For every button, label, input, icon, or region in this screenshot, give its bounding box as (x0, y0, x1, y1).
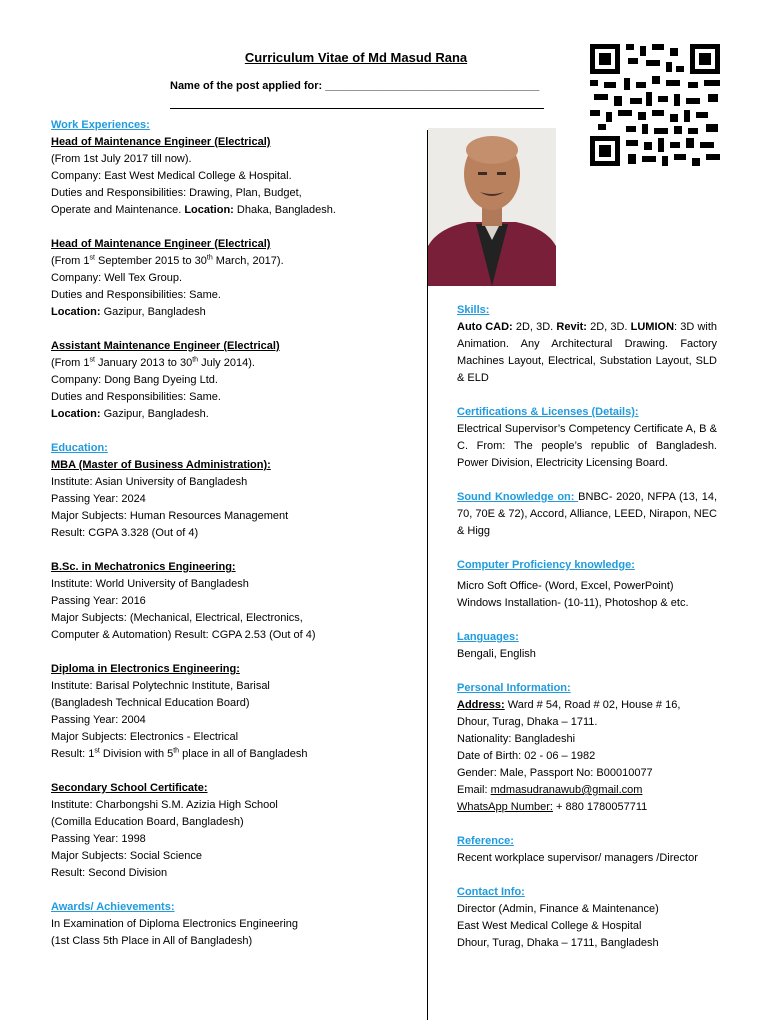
degree-institute: Institute: Charbongshi S.M. Azizia High School (51, 799, 278, 811)
nationality: Nationality: Bangladeshi (457, 733, 576, 745)
degree-subjects-result: Computer & Automation) Result: CGPA 2.53 (Out of 4) (51, 629, 316, 641)
job-title: Head of Maintenance Engineer (Electrical) (51, 238, 271, 250)
education-entry (51, 780, 421, 882)
degree-subjects: Major Subjects: (Mechanical, Electrical, Electronics, (51, 612, 303, 624)
degree-title: MBA (Master of Business Administration): (51, 459, 271, 471)
degree-board: (Comilla Education Board, Bangladesh) (51, 816, 244, 828)
job-duties: Duties and Responsibilities: Same. (51, 391, 221, 403)
job-title: Head of Maintenance Engineer (Electrical) (51, 136, 271, 148)
job-duties: Duties and Responsibilities: Same. (51, 289, 221, 301)
job-location: Location: Gazipur, Bangladesh. (51, 408, 209, 420)
degree-year: Passing Year: 2016 (51, 595, 146, 607)
column-divider (427, 130, 428, 1020)
job-location: Location: Gazipur, Bangladesh (51, 306, 206, 318)
contact-line: Dhour, Turag, Dhaka – 1711, Bangladesh (457, 937, 659, 949)
degree-institute: Institute: Barisal Polytechnic Institute, Barisal (51, 680, 270, 692)
address-line: Address: Ward # 54, Road # 02, House # 16, (457, 699, 681, 711)
personal-info (457, 680, 717, 816)
degree-subjects: Major Subjects: Electronics - Electrical (51, 731, 239, 743)
degree-board: (Bangladesh Technical Education Board) (51, 697, 250, 709)
degree-institute: Institute: World University of Bangladesh (51, 578, 249, 590)
degree-subjects: Major Subjects: Social Science (51, 850, 203, 862)
degree-year: Passing Year: 1998 (51, 833, 146, 845)
job-duties: Duties and Responsibilities: Drawing, Plan, Budget, (51, 187, 302, 199)
degree-result: Result: Second Division (51, 867, 168, 879)
contact-line: East West Medical College & Hospital (457, 920, 642, 932)
award-line: (1st Class 5th Place in All of Bangladesh) (51, 935, 253, 947)
skills-heading: Skills: (457, 304, 490, 316)
date-of-birth: Date of Birth: 02 - 06 – 1982 (457, 750, 596, 762)
portrait-icon (428, 128, 556, 286)
job-title: Assistant Maintenance Engineer (Electrical) (51, 340, 280, 352)
job-period: (From 1st July 2017 till now). (51, 153, 192, 165)
qr-code-icon (588, 42, 722, 168)
job-period: (From 1st January 2013 to 30th July 2014). (51, 356, 255, 369)
education-entry (51, 559, 421, 644)
job-entry (51, 338, 421, 423)
degree-year: Passing Year: 2004 (51, 714, 146, 726)
degree-institute: Institute: Asian University of Bangladesh (51, 476, 248, 488)
job-company: Company: East West Medical College & Hospital. (51, 170, 292, 182)
job-entry (51, 134, 421, 219)
computer-heading: Computer Proficiency knowledge: (457, 559, 635, 571)
computer-line: Micro Soft Office- (Word, Excel, PowerPoint) (457, 580, 674, 592)
contact-heading: Contact Info: (457, 886, 525, 898)
right-column (457, 302, 717, 952)
contact-line: Director (Admin, Finance & Maintenance) (457, 903, 659, 915)
left-column (51, 117, 421, 950)
awards-heading: Awards/ Achievements: (51, 901, 175, 913)
degree-result: Result: CGPA 3.328 (Out of 4) (51, 527, 199, 539)
gender-passport: Gender: Male, Passport No: B00010077 (457, 767, 653, 779)
degree-title: B.Sc. in Mechatronics Engineering: (51, 561, 236, 573)
award-line: In Examination of Diploma Electronics Engineering (51, 918, 299, 930)
sound-heading: Sound Knowledge on: (457, 491, 579, 503)
job-company: Company: Dong Bang Dyeing Ltd. (51, 374, 218, 386)
degree-subjects: Major Subjects: Human Resources Management (51, 510, 289, 522)
portrait-photo (428, 128, 556, 286)
education-heading: Education: (51, 442, 108, 454)
education-entry (51, 661, 421, 763)
page-title: Curriculum Vitae of Md Masud Rana (244, 50, 468, 65)
languages-text: Bengali, English (457, 648, 536, 660)
degree-title: Secondary School Certificate: (51, 782, 208, 794)
computer-line: Windows Installation- (10-11), Photoshop & etc. (457, 597, 689, 609)
post-blank-line (170, 100, 544, 109)
languages-heading: Languages: (457, 631, 519, 643)
email-row: Email: mdmasudranawub@gmail.com (457, 784, 643, 796)
address-line: Dhour, Turag, Dhaka – 1711. (457, 716, 598, 728)
sound-knowledge: Sound Knowledge on: BNBC- 2020, NFPA (13, 14, 70, 70E & 72), Accord, Alliance, LEED, Nirapon, NEC & Higg (457, 491, 717, 537)
reference-text: Recent workplace supervisor/ managers /Director (457, 852, 698, 864)
job-duties-location: Operate and Maintenance. Location: Dhaka, Bangladesh. (51, 204, 336, 216)
degree-title: Diploma in Electronics Engineering: (51, 663, 240, 675)
certs-heading: Certifications & Licenses (Details): (457, 406, 639, 418)
education-entry (51, 457, 421, 542)
degree-result: Result: 1st Division with 5th place in all of Bangladesh (51, 747, 308, 760)
reference-heading: Reference: (457, 835, 514, 847)
certs-text: Electrical Supervisor’s Competency Certificate A, B & C. From: The people’s republic of Bangladesh. Power Division, Electricity Licensing Board. (457, 423, 717, 469)
post-applied-label: Name of the post applied for: ___________________________________ (170, 80, 540, 92)
skills-text: Auto CAD: 2D, 3D. Revit: 2D, 3D. LUMION: 3D with Animation. Any Architectural Drawing. Factory Machines Layout, Electrical, Substation Layout, SLD & ELD (457, 321, 718, 384)
job-company: Company: Well Tex Group. (51, 272, 183, 284)
work-heading: Work Experiences: (51, 119, 150, 131)
degree-year: Passing Year: 2024 (51, 493, 146, 505)
email-link[interactable]: mdmasudranawub@gmail.com (490, 784, 643, 796)
job-entry (51, 236, 421, 321)
whatsapp-row: WhatsApp Number: + 880 1780057711 (457, 801, 648, 813)
personal-heading: Personal Information: (457, 682, 571, 694)
job-period: (From 1st September 2015 to 30th March, 2017). (51, 254, 284, 267)
